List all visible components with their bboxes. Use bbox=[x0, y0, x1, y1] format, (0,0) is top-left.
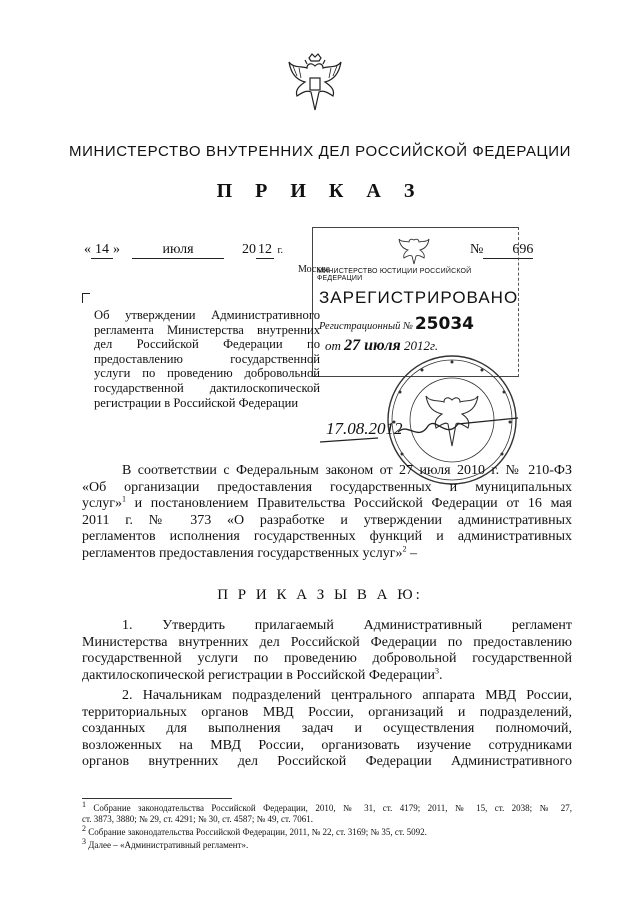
date-month: июля bbox=[132, 242, 224, 259]
stamp-emblem-icon bbox=[397, 234, 431, 266]
stamp-date: от 27 июля 2012г. bbox=[325, 337, 439, 354]
footnote-3: $^3$ Далее – «Административный регламент». bbox=[82, 837, 249, 850]
document-type: П Р И К А З bbox=[216, 180, 424, 202]
ministry-title: МИНИСТЕРСТВО ВНУТРЕННИХ ДЕЛ РОССИЙСКОЙ ФЕДЕРАЦИИ bbox=[68, 143, 572, 160]
order-item-1: 1. Утвердить прилагаемый Административный регламент Министерства внутренних дел Российской Федерации по предоставлению государственной услуги по проведению добровольной государственной дактилоскопической регистрации в Российской Федерации$^3$. bbox=[82, 618, 572, 683]
date-year: 20 12 г. bbox=[242, 242, 283, 257]
preamble-paragraph: В соответствии с Федеральным законом от 27 июля 2010 г. № 210-ФЗ «Об организации предоставления государственных и муниципальных услуг»$^1$ и постановлением Правительства Российской Федерации от 16 мая 2011 г. № 373 «О разработке и утверждении административных регламентов исполнения государственных функций и административных регламентов предоставления государственных услуг»$^2$ – bbox=[82, 463, 572, 561]
signature-stroke-icon bbox=[318, 412, 528, 446]
footnote-divider bbox=[82, 798, 232, 799]
subject-corner-mark bbox=[82, 293, 90, 303]
order-directive-word: П Р И К А З Ы В А Ю: bbox=[217, 587, 423, 603]
double-headed-eagle-icon bbox=[285, 52, 345, 114]
footnote-1: $^1$ Собрание законодательства Российской Федерации, 2010, № 31, ст. 4179; 2011, № 15, ст. 2038; № 27, ст. 3873, 3880; № 29, ст. 4291; № 30, ст. 4587; № 49, ст. 7061. bbox=[82, 800, 573, 824]
order-subject: Об утверждении Административного регламента Министерства внутренних дел Российской Федерации по предоставлению государственной услуги по проведению добровольной государственной дактилоскопической регистрации в Российской Федерации bbox=[94, 308, 320, 410]
date-day: « 14 » bbox=[84, 242, 120, 257]
place-label: Москва bbox=[298, 264, 331, 275]
stamp-reg-number: Регистрационный № 25034 bbox=[319, 314, 474, 334]
footnote-2: $^2$ Собрание законодательства Российской Федерации, 2011, № 22, ст. 3169; № 35, ст. 5092. bbox=[82, 824, 427, 837]
stamp-status: ЗАРЕГИСТРИРОВАНО bbox=[319, 288, 519, 307]
order-item-2: 2. Начальникам подразделений центрального аппарата МВД России, территориальных органов МВД России, организаций и подразделений, созданных для выполнения задач и осуществления полномочий, возложенных на МВД России, организовать изучение сотрудниками органов внутренних дел Российской Федерации Административного bbox=[82, 688, 572, 769]
handwritten-date: 17.08.2012 bbox=[326, 419, 403, 438]
stamp-header: МИНИСТЕРСТВО ЮСТИЦИИ РОССИЙСКОЙ ФЕДЕРАЦИИ bbox=[317, 268, 472, 282]
order-number: № 696 bbox=[470, 242, 534, 257]
